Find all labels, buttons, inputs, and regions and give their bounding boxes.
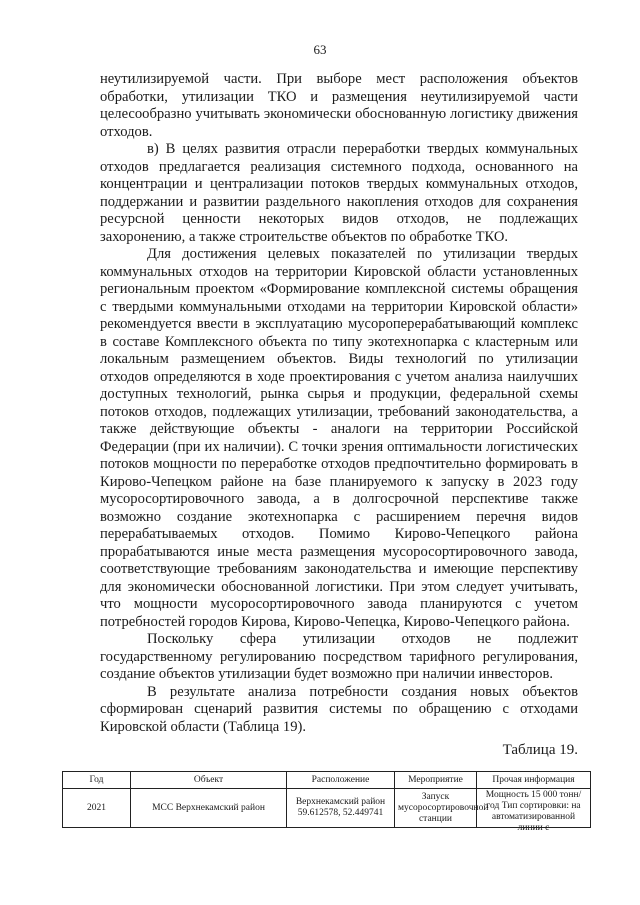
table-row bbox=[63, 789, 591, 828]
cell-location-text: Верхнекамский район 59.612578, 52.449741 bbox=[295, 797, 386, 818]
page-number: 63 bbox=[313, 42, 327, 57]
body-text bbox=[100, 71, 578, 736]
cell-measure bbox=[395, 789, 489, 828]
paragraph: неутилизируемой части. При выборе мест расположения объектов обработки, утилизации ТКО и размещения неутилизируемой части целесообразно учитывать экономически обоснованную логистику движения отходов. bbox=[100, 71, 578, 140]
cell-year-text: 2021 bbox=[87, 802, 106, 813]
column-header-measure: Мероприятие bbox=[395, 772, 477, 789]
paragraph: Поскольку сфера утилизации отходов не подлежит государственному регулированию посредством тарифного регулирования, создание объектов утилизации будет возможно при наличии инвесторов. bbox=[100, 631, 578, 682]
cell-object-text: МСС Верхнекамский район bbox=[152, 802, 265, 813]
cell-object bbox=[131, 789, 287, 828]
cell-year bbox=[63, 789, 131, 828]
column-header-location: Расположение bbox=[287, 772, 395, 789]
cell-location bbox=[287, 789, 395, 828]
cell-measure-text: Запуск мусоросортировочной станции bbox=[398, 791, 489, 824]
waste-facilities-table bbox=[62, 771, 591, 833]
cell-other-info bbox=[477, 789, 591, 833]
paragraph: в) В целях развития отрасли переработки твердых коммунальных отходов предлагается реализация системного подхода, основанного на концентрации и централизации потоков твердых коммунальных отходов, поддержании и развитии раздельного накопления отходов для сохранения ресурсной ценности некоторых видов отходов, не подлежащих захоронению, а также строительстве объектов по обработке ТКО. bbox=[100, 141, 578, 245]
column-header-object: Объект bbox=[131, 772, 287, 789]
paragraph: Для достижения целевых показателей по утилизации твердых коммунальных отходов на территории Кировской области установленных региональным проектом «Формирование комплексной системы обращения с твердыми коммунальными отходами на территории Кировской области» рекомендуется ввести в эксплуатацию мусороперерабатывающий комплекс в составе Комплексного объекта по типу экотехнопарка с кластерным или локальным размещением объектов. Виды технологий по утилизации отходов определяются в ходе проектирования с учетом анализа наилучших доступных технологий, рынка сырья и продукции, федеральной схемы потоков отходов, подлежащих утилизации, требований законодательства, а также действующие объекты - аналоги на территории Российской Федерации (при их наличии). С точки зрения оптимальности логистических потоков мощности по переработке отходов предпочтительно формировать в Кирово-Чепецком районе на базе планируемого к запуску в 2023 году мусоросортировочного завода, а в долгосрочной перспективе также возможно создание экотехнопарка с расширением перечня видов перерабатываемых отходов. Помимо Кирово-Чепецкого района прорабатываются иные места размещения мусоросортировочного завода, соответствующие требованиям законодательства и имеющие перспективу для экономически обоснованной логистики. При этом следует учитывать, что мощности мусоросортировочного завода планируются с учетом потребностей городов Кирова, Кирово-Чепецка, Кирово-Чепецкого района. bbox=[100, 246, 578, 630]
table-header-row bbox=[63, 772, 591, 789]
column-header-other-info: Прочая информация bbox=[477, 772, 591, 789]
column-header-year: Год bbox=[63, 772, 131, 789]
paragraph: В результате анализа потребности создания новых объектов сформирован сценарий развития системы по обращению с отходами Кировской области (Таблица 19). bbox=[100, 683, 578, 735]
cell-other-info-text: Мощность 15 000 тонн/год Тип сортировки: на автоматизированной линии с bbox=[485, 790, 582, 833]
table-caption: Таблица 19. bbox=[502, 742, 578, 758]
